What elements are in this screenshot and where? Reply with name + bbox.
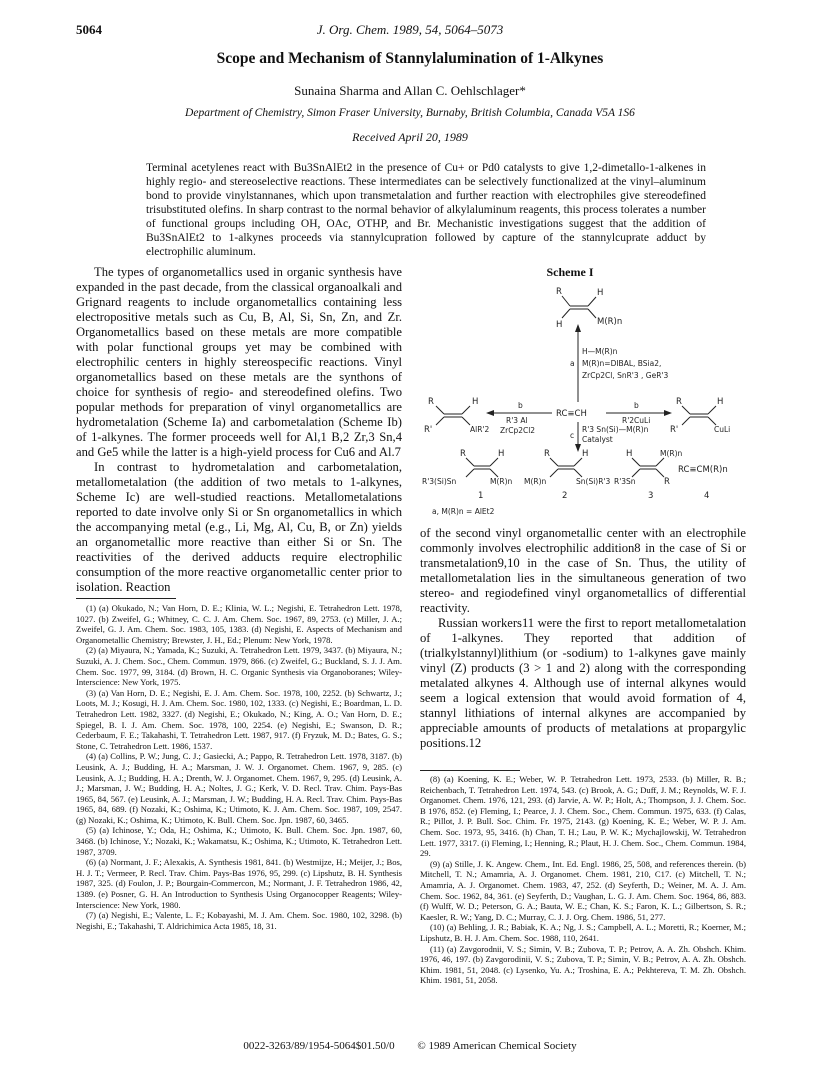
reagent-label: M(R)n=DIBAL, BSia2, (582, 359, 662, 368)
reagent-label: ZrCp2Cl2 (500, 426, 536, 435)
bond (436, 417, 444, 425)
right-footnotes (420, 774, 746, 986)
footnote: (7) (a) Negishi, E.; Valente, L. F.; Kobayashi, M. J. Am. Chem. Soc. 1980, 102, 3298. (b) Negishi, E.; Takahashi, T. Aldrichimica Acta 1985, 18, 31. (76, 910, 402, 931)
atom-label: H (582, 449, 589, 459)
reagent-label: R'2CuLi (622, 416, 651, 425)
reagent-label: Catalyst (582, 435, 613, 444)
body-paragraph: of the second vinyl organometallic center with an electrophile commonly involves electrophilic addition8 in the case of Si or transmetalation9,10 in the case of Sn. Thus, the utility of metallometalation lies in the simultaneous generation of two stereo- and regiodefined vinyl organometallics of differential reactivity. (420, 526, 746, 615)
bond (708, 406, 716, 414)
bond (656, 458, 664, 466)
footnote: (5) (a) Ichinose, Y.; Oda, H.; Oshima, K.; Utimoto, K. Bull. Chem. Soc. Jpn. 1987, 60, 3468. (b) Ichinose, Y.; Nozaki, K.; Wakamatsu, K.; Oshima, K.; Utimoto, K. Tetrahedron Lett. 1987, 3709. (76, 825, 402, 857)
compound-number: 2 (562, 491, 568, 501)
left-footnotes (76, 603, 402, 931)
atom-label: AlR'2 (470, 425, 490, 434)
right-column-body (420, 526, 746, 751)
footnote: (6) (a) Normant, J. F.; Alexakis, A. Synthesis 1981, 841. (b) Westmijze, H.; Meijer, J.; Bos, H. J. T.; Vermeer, P. Recl. Trav. Chim. Pays-Bas 1976, 95, 299. (c) Lipshutz, B. H. Synthesis 1987, 325. (d) Foulon, J. P.; Bourgain-Commercon, M.; Normant, J. F. Tetrahedron 1986, 42, 1389. (e) Posner, G. H. An Introduction to Synthesis Using Organocopper Reagents; Wiley-Interscience: New York, 1980. (76, 857, 402, 910)
atom-label: M(R)n (524, 477, 547, 486)
footnote: (9) (a) Stille, J. K. Angew. Chem., Int. Ed. Engl. 1986, 25, 508, and references therein. (b) Mitchell, T. N.; Amamria, A. J. Organomet. Chem. 1981, 210, C17. (c) Mitchell, T. N.; Amamria, A. J. Organomet. Chem. 1983, 47, 252. (d) Seyferth, D.; Weiner, M. A. J. Am. Chem. Soc. 1962, 84, 361. (e) Seyferth, D.; Vaughan, L. G. J. Am. Chem. Soc. 1964, 86, 883. (f) Wulff, W. D.; Peterson, G. A.; Bauta, W. E.; Chan, K. S.; Faron, K. L.; Gilbertson, S. R.; Kaesler, R. W.; Yang, D. C.; Murray, C. J. J. Org. Chem. 1986, 51, 277. (420, 858, 746, 922)
reagent-label: R'3 Sn(Si)—M(R)n (582, 425, 649, 434)
arrowhead (575, 324, 581, 332)
atom-label: R (460, 449, 466, 459)
atom-label: H (498, 449, 505, 459)
page-number: 5064 (76, 22, 102, 37)
footnote: (11) (a) Zavgorodnii, V. S.; Simin, V. B.; Zubova, T. P.; Petrov, A. A. Zh. Obshch. Khim. 1976, 46, 197. (b) Zavgorodinii, V. S.; Zubova, T. P.; Simin, V. B.; Petrov, A. A. Zh. Obshch. Khim. 1981, 51, 2048. (c) Lysenko, Yu. A.; Troshina, E. A.; Pekhtereva, T. M. Zh. Obshch. Khim. 1981, 51, 2058. (420, 943, 746, 986)
bond (632, 458, 640, 466)
atom-label: H (626, 449, 633, 459)
bond (466, 469, 474, 477)
atom-label: R'3(Si)Sn (422, 477, 457, 486)
atom-label: R'3Sn (614, 477, 636, 486)
bond (574, 458, 582, 466)
reagent-label: H—M(R)n (582, 347, 618, 356)
footnote: (3) (a) Van Horn, D. E.; Negishi, E. J. Am. Chem. Soc. 1978, 100, 2252. (b) Schwartz, J.; Loots, M. J.; Kosugi, H. J. Am. Chem. Soc. 1980, 102, 1333. (c) Negishi, E.; Boardman, L. D. Tetrahedron Lett. 1982, 3327. (d) Negishi, E.; Okukado, N.; King, A. O.; Van Horn, D. E.; Spiegel, B. I. J. Am. Chem. Soc. 1978, 100, 2254. (e) Negishi, E.; Swanson, D. R.; Cederbaum, F. E.; Takahashi, T. Tetrahedron Lett. 1987, 917. (f) Fryzuk, M. D.; Bates, G. S.; Stone, C. Tetrahedron Lett. 1986, 1537. (76, 687, 402, 751)
atom-label: R (664, 477, 670, 487)
atom-label: RC≡CM(R)n (678, 465, 728, 475)
body-paragraph: Russian workers11 were the first to report metallometalation of 1-alkynes. They reported that addition of (trialkylstannyl)lithium (or -sodium) to 1-alkynes gave mainly vinyl (Z) products (3 > 1 and 2) along with the corresponding metalated alkynes 4. Although use of internal alkynes would seem a logical extension that would avoid formation of 4, stannyl lithiations of internal alkynes are accompanied by appreciable amounts of products of metalations at propargylic positions.12 (420, 616, 746, 750)
atom-label: H (472, 397, 479, 407)
article-title: Scope and Mechanism of Stannylalumination of 1-Alkynes (216, 50, 604, 67)
footnote: (4) (a) Collins, P. W.; Jung, C. J.; Gasiecki, A.; Pappo, R. Tetrahedron Lett. 1978, 3187. (b) Leusink, A. J.; Budding, H. A.; Marsman, J. W. J. Organomet. Chem. 1967, 9, 285. (c) Leusink, A. J.; Budding, H. A.; Drenth, W. J. Organomet. Chem. 1967, 9, 295. (d) Leusink, A. J.; Marsman, J. W.; Budding, H. A.; Noltes, J. G.; Kerk, V. D. Recl. Trav. Chim. Pays-Bas 1965, 84, 567. (e) Leusink, A. J.; Marsman, J. W.; Budding, H. A. Recl. Trav. Chim. Pays-Bas 1965, 84, 689. (f) Nozaki, K.; Oshima, K.; Utimoto, K. J. Am. Chem. Soc. 1987, 109, 2547. (g) Nozaki, K.; Oshima, K.; Utimoto, K. Bull. Chem. Soc. Jpn. 1987, 60, 3465. (76, 751, 402, 825)
scheme-title: Scheme I (546, 265, 594, 279)
atom-label: M(R)n (597, 317, 623, 327)
affiliation: Department of Chemistry, Simon Fraser University, Burnaby, British Columbia, Canada V5A 1S6 (185, 107, 635, 119)
step-label: b (518, 401, 523, 410)
bond (562, 296, 570, 306)
body-paragraph: The types of organometallics used in organic synthesis have expanded in the past decade, from the classical organoalkali and Grignard reagents to include organometallics containing less electropositive metals such as Cu, B, Al, Si, Sn, Zn, and Zr. Organometallics based on these metals are more compatible with polar functional groups yet may be combined with electrophilic centers in highly stereospecific reactions. Vinyl organometallics based on these metals are the synthons of choice for synthesis of regio- and stereodefined olefins. Two popular methods for preparation of vinyl organometallics are hydrometalation (Scheme Ia) and carbometalation (Scheme Ib) of 1-alkynes. The former proceeds well for Al,1 B,2 Zr,3 Sn,4 and Ge5 while the latter is a high-yield process for Cu6 and Al.7 (76, 265, 402, 459)
atom-label: R (676, 397, 682, 407)
atom-label: R (556, 287, 562, 297)
bond (550, 458, 558, 466)
copyright: © 1989 American Chemical Society (417, 1040, 577, 1052)
bond (490, 469, 498, 477)
bond (574, 469, 582, 477)
bond (656, 469, 664, 477)
footnote-rule (76, 598, 176, 599)
scheme-footnote: a, M(R)n = AlEt2 (432, 507, 495, 516)
reagent-label: ZrCp2Cl, SnR'3 , GeR'3 (582, 371, 669, 380)
footnote: (10) (a) Behling, J. R.; Babiak, K. A.; Ng, J. S.; Campbell, A. L.; Moretti, R.; Koerner, M.; Lipshutz, B. H. J. Am. Chem. Soc. 1988, 110, 2641. (420, 922, 746, 943)
arrowhead (664, 410, 672, 416)
footnote: (1) (a) Okukado, N.; Van Horn, D. E.; Klinia, W. L.; Negishi, E. Tetrahedron Lett. 1978, 1027. (b) Zweifel, G.; Whitney, C. C. J. Am. Chem. Soc. 1967, 89, 2753. (c) Miller, J. A.; Zweifel, G. J. Am. Chem. Soc. 1983, 105, 1383. (d) Negishi, E. Aspects of Mechanism and Organometallic Chemistry; Brewster, J. H., Ed.; Plenum: New York, 1978. (76, 603, 402, 645)
bond (682, 406, 690, 414)
atom-label: H (717, 397, 724, 407)
footnote: (2) (a) Miyaura, N.; Yamada, K.; Suzuki, A. Tetrahedron Lett. 1979, 3437. (b) Miyaura, N.; Suzuki, A. J. Chem. Soc., Chem. Commun. 1979, 866. (c) Zweifel, G.; Buckland, S. J. J. Am. Chem. Soc. 1977, 99, 3184. (d) Brown, H. C. Organic Synthesis via Organoboranes; Wiley-Interscience: New York, 1975. (76, 645, 402, 688)
bond (632, 469, 640, 477)
bond (466, 458, 474, 466)
footnote-rule (420, 770, 520, 771)
atom-label: H (556, 320, 563, 330)
abstract: Terminal acetylenes react with Bu3SnAlEt2 in the presence of Cu+ or Pd0 catalysts to give 1,2-dimetallo-1-alkenes in highly regio- and stereoselective reactions. These intermediates can be selectively functionalized at the vinyl–aluminum bond to provide vinylstannanes, which upon transmetalation and further reaction with electrophiles give stereodefined trisubstituted olefins. In sharp contrast to the normal behavior of alkylaluminum reagents, this process tolerates a number of functional groups including OH, OAc, OTHP, and Br. Mechanistic investigations suggest that the addition of Bu3SnAlEt2 to 1-alkynes proceeds via stannylcupration followed by capture of the stannylcuprate adduct by electrophilic aluminum. (146, 162, 706, 258)
compound-number: 1 (478, 491, 484, 501)
compound-number: 4 (704, 491, 710, 501)
bond (550, 469, 558, 477)
atom-label: R (428, 397, 434, 407)
compound-number: 3 (648, 491, 654, 501)
atom-label: H (597, 288, 604, 298)
bond (462, 406, 470, 414)
reagent-label: R'3 Al (506, 416, 528, 425)
atom-label: R (544, 449, 550, 459)
atom-label: R' (670, 425, 679, 435)
arrowhead (575, 444, 581, 452)
body-paragraph: In contrast to hydrometalation and carbometalation, metallometalation (the addition of two metals to 1-alkynes, Scheme Ic) are well-studied reactions. Metallometalations reported to date involve only Si or Sn organometallics in which the accompanying metal (e.g., Li, Mg, Al, Cu, B, or Zn) yields an organometallic more reactive than either Si or Sn. The reactivities of the derived adducts require electrophilic consumption of the more reactive organometallic center prior to isolation. Reaction (76, 460, 402, 594)
step-label: c (570, 431, 575, 440)
bond (588, 309, 596, 318)
arrowhead (486, 410, 494, 416)
bond (682, 417, 690, 425)
alkyne-label: RC≡CH (556, 409, 587, 419)
left-column-body (76, 265, 402, 595)
atom-label: Sn(Si)R'3 (576, 477, 611, 486)
received-date: Received April 20, 1989 (352, 130, 468, 144)
bond (562, 309, 570, 318)
scheme-diagram (420, 282, 740, 518)
bond (490, 458, 498, 466)
article-code: 0022-3263/89/1954-5064$01.50/0 (243, 1040, 395, 1052)
bond (708, 417, 716, 425)
step-label: a (570, 359, 575, 368)
journal-citation: J. Org. Chem. 1989, 54, 5064–5073 (316, 22, 504, 37)
atom-label: M(R)n (490, 477, 513, 486)
bond (588, 297, 596, 306)
authors: Sunaina Sharma and Allan C. Oehlschlager* (294, 83, 526, 98)
atom-label: R' (424, 425, 433, 435)
page-footer (0, 1040, 820, 1052)
bond (436, 406, 444, 414)
bond (462, 417, 470, 425)
atom-label: M(R)n (660, 449, 683, 458)
footnote: (8) (a) Koening, K. E.; Weber, W. P. Tetrahedron Lett. 1973, 2533. (b) Miller, R. B.; Reichenbach, T. Tetrahedron Lett. 1974, 543. (c) Brook, A. G.; Duff, J. M.; Reynolds, W. F. J. Organomet. Chem. 1976, 121, 293. (d) Jarvie, A. W. P.; Holt, A.; Thompson, J. J. Chem. Soc. B 1976, 852. (e) Fleming, I.; Pearce, J. J. Chem. Soc., Chem. Commun. 1975, 633. (f) Calas, R.; Pillot, J. P. Bull. Soc. Chim. Fr. 1975, 2143. (g) Koening, K. E.; Weber, W. P. J. Am. Chem. Soc. 1973, 95, 3416. (h) Chan, T. H.; Lau, P. W. K.; Mychajlowskij, W. Tetrahedron Lett. 1977, 3317. (i) Fleming, I.; Henning, R.; Plaut, H. J. Chem. Soc., Chem. Commun. 1984, 29. (420, 774, 746, 859)
step-label: b (634, 401, 639, 410)
atom-label: CuLi (714, 425, 731, 434)
